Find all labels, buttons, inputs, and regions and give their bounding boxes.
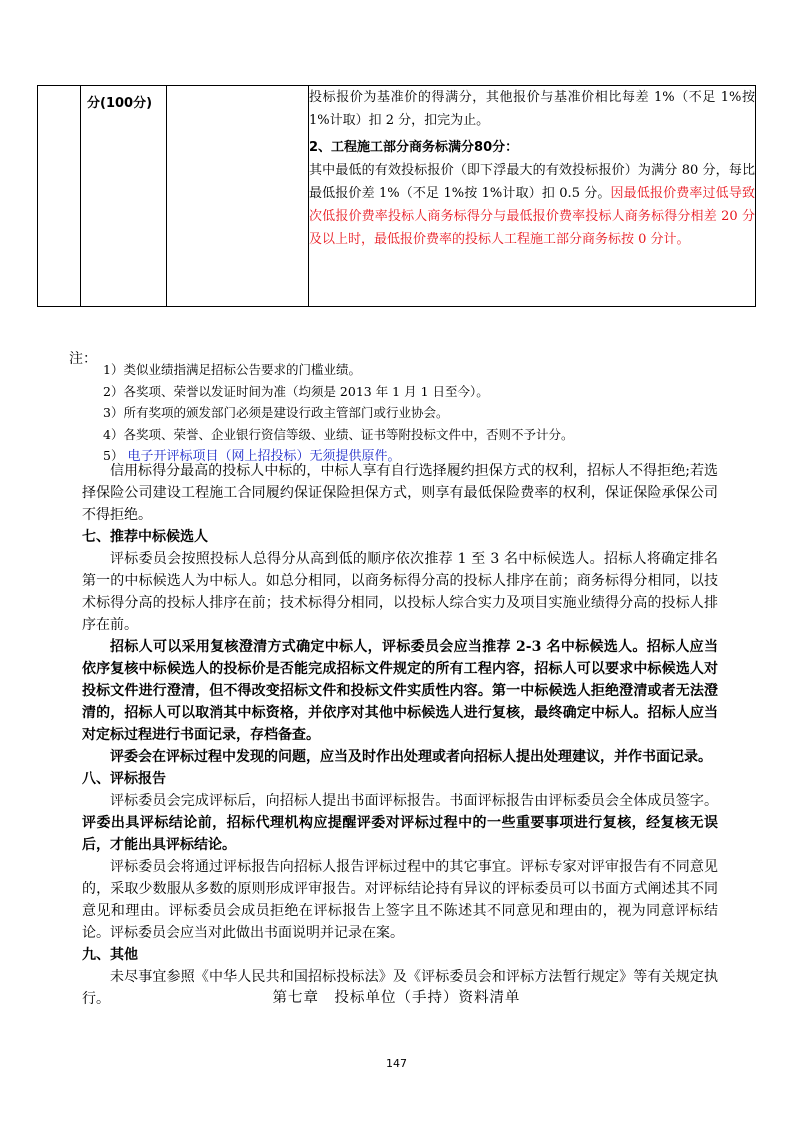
note-item-4: 4）各奖项、荣誉、企业银行资信等级、业绩、证书等附投标文件中，否则不予计分。 <box>103 426 574 442</box>
section-8-heading: 八、评标报告 <box>82 771 166 787</box>
scoring-table <box>37 85 756 307</box>
section-8-para-1-normal: 评标委员会完成评标后，向招标人提出书面评标报告。书面评标报告由评标委员会全体成员签字。 <box>110 793 718 809</box>
section-7-para-1: 评标委员会按照投标人总得分从高到低的顺序依次推荐 1 至 3 名中标候选人。招标人将确定排名第一的中标候选人为中标人。如总分相同，以商务标得分高的投标人排序在前；商务标得分相同，以技术标得分高的投标人排序在前；技术标得分相同，以投标人综合实力及项目实施业绩得分高的投标人排序在前。 <box>82 551 718 633</box>
criteria-line-2a: 其中最低的有效投标报价（即下浮最大的有效投标报价）为满分 80 分，每比最低报价差 1%（不足 1%按 1%计取）扣 0.5 分。 <box>309 163 755 201</box>
section-8-para-1-bold: 评委出具评标结论前，招标代理机构应提醒评委对评标过程中的一些重要事项进行复核，经复核无误后，才能出具评标结论。 <box>82 815 718 853</box>
criteria-line-2b-red: 因最低报价费率过低导致次低报价费率投标人商务标得分与最低报价费率投标人商务标得分相差 20 分及以上时，最低报价费率的投标人工程施工部分商务标按 0 分计。 <box>309 186 755 247</box>
body-text <box>82 460 718 1010</box>
table-row <box>38 86 756 307</box>
section-7-para-3: 评委会在评标过程中发现的问题，应当及时作出处理或者向招标人提出处理建议，并作书面记录。 <box>110 749 712 765</box>
section-2-title: 2、工程施工部分商务标满分80分： <box>309 140 519 155</box>
section-8-para-1 <box>82 790 718 856</box>
guarantee-paragraph: 信用标得分最高的投标人中标的，中标人享有自行选择履约担保方式的权利，招标人不得拒绝;若选择保险公司建设工程施工合同履约保证保险担保方式，则享有最低保险费率的权利，保证保险承保公司不得拒绝。 <box>82 463 718 523</box>
section-7-heading: 七、推荐中标候选人 <box>82 529 208 545</box>
table-cell-empty <box>38 86 81 307</box>
notes-list <box>103 359 573 468</box>
note-item-5-number: 5） <box>103 448 124 463</box>
table-cell-category <box>81 86 167 307</box>
criteria-line-1: 投标报价为基准价的得满分，其他报价与基准价相比每差 1%（不足 1%按 1%计取）扣 2 分，扣完为止。 <box>309 90 755 128</box>
notes-title: 注： <box>69 351 97 367</box>
table-cell-criteria <box>309 86 756 307</box>
table-cell-empty <box>167 86 309 307</box>
note-item-2: 2）各奖项、荣誉以发证时间为准（均须是 2013 年 1 月 1 日至今）。 <box>103 383 489 399</box>
section-9-para-1: 未尽事宜参照《中华人民共和国招标投标法》及《评标委员会和评标方法暂行规定》等有关规定执行。 <box>82 969 718 1007</box>
category-label: 分(100分) <box>87 96 153 111</box>
chapter-title: 第七章 投标单位（手持）资料清单 <box>272 990 521 1006</box>
note-item-5-text: 电子开评标项目（网上招投标）无须提供原件。 <box>127 449 401 464</box>
page-number: 147 <box>386 1057 407 1070</box>
section-7-para-2: 招标人可以采用复核澄清方式确定中标人，评标委员会应当推荐 2-3 名中标候选人。招标人应当依序复核中标候选人的投标价是否能完成招标文件规定的所有工程内容，招标人可以要求中标候选人对投标文件进行澄清，但不得改变招标文件和投标文件实质性内容。第一中标候选人拒绝澄清或者无法澄清的，招标人可以取消其中标资格，并依序对其他中标候选人进行复核，最终确定中标人。招标人应当对定标过程进行书面记录，存档备查。 <box>82 639 718 743</box>
section-9-heading: 九、其他 <box>82 947 138 963</box>
criteria-line-2 <box>309 159 755 251</box>
note-item-3: 3）所有奖项的颁发部门必须是建设行政主管部门或行业协会。 <box>103 405 449 420</box>
section-8-para-2: 评标委员会将通过评标报告向招标人报告评标过程中的其它事宜。评标专家对评审报告有不同意见的，采取少数服从多数的原则形成评审报告。对评标结论持有异议的评标委员可以书面方式阐述其不同意见和理由。评标委员会成员拒绝在评标报告上签字且不陈述其不同意见和理由的，视为同意评标结论。评标委员会应当对此做出书面说明并记录在案。 <box>82 859 718 941</box>
note-item-1: 1）类似业绩指满足招标公告要求的门槛业绩。 <box>103 362 361 377</box>
